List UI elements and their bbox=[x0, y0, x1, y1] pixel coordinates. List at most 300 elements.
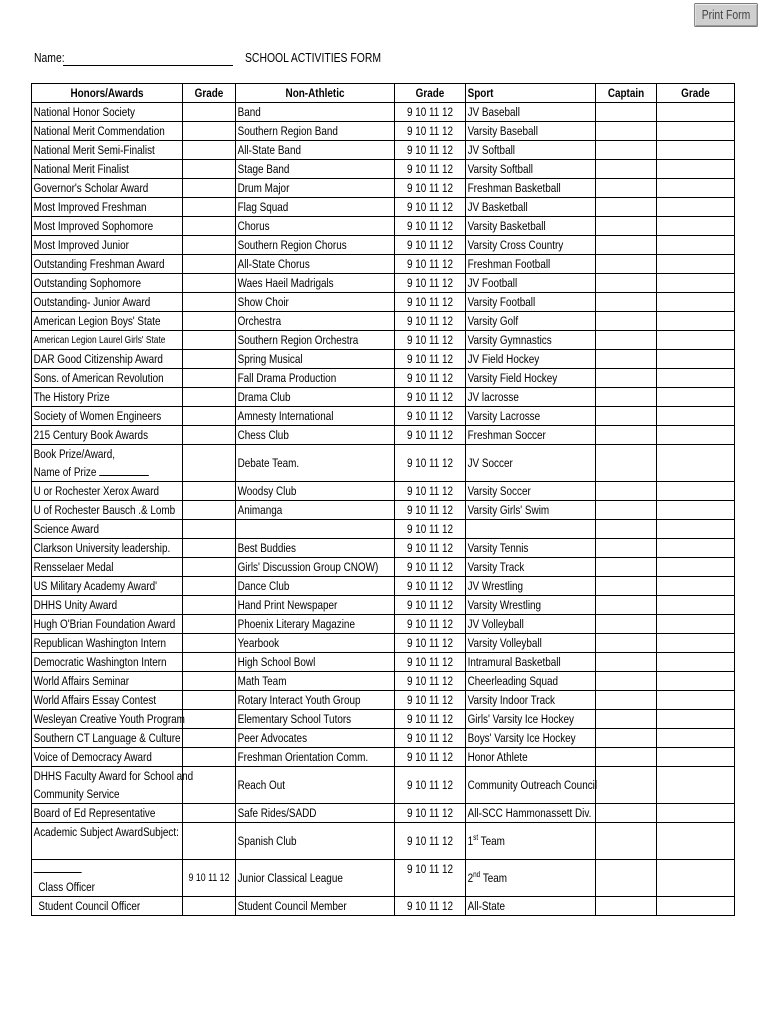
captain-cell[interactable] bbox=[596, 122, 657, 141]
table-row bbox=[32, 255, 735, 274]
grade-cell[interactable]: 9 10 11 12 bbox=[395, 897, 466, 916]
nonathletic-cell[interactable]: Junior Classical League bbox=[236, 860, 395, 897]
honor-cell[interactable]: Rensselaer Medal bbox=[32, 558, 183, 577]
captain-cell[interactable] bbox=[596, 445, 657, 482]
honor-cell[interactable]: Society of Women Engineers bbox=[32, 407, 183, 426]
sport-cell[interactable]: Varsity Basketball bbox=[466, 217, 596, 236]
grade-cell[interactable]: 9 10 11 12 bbox=[395, 558, 466, 577]
grade-cell[interactable] bbox=[657, 577, 735, 596]
grade-cell[interactable] bbox=[183, 255, 236, 274]
honor-cell[interactable]: The History Prize bbox=[32, 388, 183, 407]
honor-cell[interactable]: Most Improved Freshman bbox=[32, 198, 183, 217]
grade-cell[interactable]: 9 10 11 12 bbox=[395, 539, 466, 558]
grade-cell[interactable]: 9 10 11 12 bbox=[395, 520, 466, 539]
nonathletic-cell[interactable]: Animanga bbox=[236, 501, 395, 520]
grade-cell[interactable]: 9 10 11 12 bbox=[395, 350, 466, 369]
sport-cell[interactable]: JV lacrosse bbox=[466, 388, 596, 407]
nonathletic-cell[interactable]: Band bbox=[236, 103, 395, 122]
grade-cell[interactable] bbox=[657, 615, 735, 634]
grade-cell[interactable] bbox=[183, 539, 236, 558]
honor-cell[interactable]: National Honor Society bbox=[32, 103, 183, 122]
captain-cell[interactable] bbox=[596, 672, 657, 691]
grade-cell[interactable]: 9 10 11 12 bbox=[395, 160, 466, 179]
honor-cell[interactable]: Book Prize/Award, Name of Prize bbox=[32, 445, 183, 482]
grade-cell[interactable] bbox=[183, 596, 236, 615]
honor-cell[interactable]: National Merit Finalist bbox=[32, 160, 183, 179]
grade-cell[interactable]: 9 10 11 12 bbox=[395, 691, 466, 710]
nonathletic-cell[interactable]: Southern Region Orchestra bbox=[236, 331, 395, 350]
captain-cell[interactable] bbox=[596, 501, 657, 520]
nonathletic-cell[interactable]: Fall Drama Production bbox=[236, 369, 395, 388]
grade-cell[interactable] bbox=[183, 520, 236, 539]
grade-cell[interactable]: 9 10 11 12 bbox=[395, 615, 466, 634]
sport-cell[interactable]: All-SCC Hammonassett Div. bbox=[466, 804, 596, 823]
grade-cell[interactable]: 9 10 11 12 bbox=[395, 331, 466, 350]
grade-cell[interactable]: 9 10 11 12 bbox=[395, 672, 466, 691]
grade-cell[interactable] bbox=[183, 198, 236, 217]
grade-cell[interactable] bbox=[657, 293, 735, 312]
grade-cell[interactable] bbox=[657, 596, 735, 615]
captain-cell[interactable] bbox=[596, 860, 657, 897]
honor-cell[interactable]: Science Award bbox=[32, 520, 183, 539]
grade-cell[interactable] bbox=[183, 407, 236, 426]
sport-cell[interactable]: All-State bbox=[466, 897, 596, 916]
sport-cell[interactable]: 2nd Team bbox=[466, 860, 596, 897]
grade-cell[interactable]: 9 10 11 12 bbox=[395, 255, 466, 274]
grade-cell[interactable] bbox=[183, 804, 236, 823]
grade-cell[interactable] bbox=[657, 897, 735, 916]
sport-cell[interactable]: Honor Athlete bbox=[466, 748, 596, 767]
table-row bbox=[32, 217, 735, 236]
honor-cell[interactable]: American Legion Boys' State bbox=[32, 312, 183, 331]
honor-cell[interactable]: American Legion Laurel Girls' State bbox=[32, 331, 183, 350]
honor-cell[interactable]: DAR Good Citizenship Award bbox=[32, 350, 183, 369]
grade-cell[interactable]: 9 10 11 12 bbox=[395, 141, 466, 160]
grade-cell[interactable]: 9 10 11 12 bbox=[395, 122, 466, 141]
captain-cell[interactable] bbox=[596, 331, 657, 350]
grade-cell[interactable] bbox=[183, 482, 236, 501]
captain-cell[interactable] bbox=[596, 897, 657, 916]
sport-cell[interactable]: Intramural Basketball bbox=[466, 653, 596, 672]
grade-cell[interactable] bbox=[657, 520, 735, 539]
nonathletic-cell[interactable]: High School Bowl bbox=[236, 653, 395, 672]
sport-cell[interactable]: JV Soccer bbox=[466, 445, 596, 482]
grade-cell[interactable] bbox=[183, 426, 236, 445]
grade-cell[interactable] bbox=[657, 236, 735, 255]
sport-cell[interactable]: Varsity Track bbox=[466, 558, 596, 577]
grade-cell[interactable] bbox=[183, 369, 236, 388]
captain-cell[interactable] bbox=[596, 691, 657, 710]
sport-cell[interactable]: Varsity Cross Country bbox=[466, 236, 596, 255]
captain-cell[interactable] bbox=[596, 767, 657, 804]
table-row bbox=[32, 388, 735, 407]
table-row bbox=[32, 274, 735, 293]
captain-cell[interactable] bbox=[596, 823, 657, 860]
grade-cell[interactable]: 9 10 11 12 bbox=[395, 767, 466, 804]
sport-cell[interactable]: JV Field Hockey bbox=[466, 350, 596, 369]
grade-cell[interactable]: 9 10 11 12 bbox=[395, 407, 466, 426]
grade-cell[interactable] bbox=[657, 804, 735, 823]
sport-cell[interactable]: JV Basketball bbox=[466, 198, 596, 217]
grade-cell[interactable] bbox=[657, 767, 735, 804]
col-grade-3: Grade bbox=[657, 84, 735, 103]
grade-cell[interactable] bbox=[657, 634, 735, 653]
captain-cell[interactable] bbox=[596, 369, 657, 388]
grade-cell[interactable]: 9 10 11 12 bbox=[395, 634, 466, 653]
grade-cell[interactable] bbox=[657, 217, 735, 236]
nonathletic-cell[interactable]: Best Buddies bbox=[236, 539, 395, 558]
captain-cell[interactable] bbox=[596, 350, 657, 369]
captain-cell[interactable] bbox=[596, 634, 657, 653]
honor-cell[interactable]: Governor's Scholar Award bbox=[32, 179, 183, 198]
grade-cell[interactable]: 9 10 11 12 bbox=[395, 577, 466, 596]
grade-cell[interactable]: 9 10 11 12 bbox=[395, 236, 466, 255]
grade-cell[interactable] bbox=[657, 672, 735, 691]
captain-cell[interactable] bbox=[596, 596, 657, 615]
honor-cell[interactable]: Outstanding Sophomore bbox=[32, 274, 183, 293]
honor-cell[interactable]: Academic Subject AwardSubject: bbox=[32, 823, 183, 860]
table-row bbox=[32, 823, 735, 860]
honor-cell[interactable]: Voice of Democracy Award bbox=[32, 748, 183, 767]
nonathletic-cell[interactable]: Rotary Interact Youth Group bbox=[236, 691, 395, 710]
nonathletic-cell[interactable]: Flag Squad bbox=[236, 198, 395, 217]
grade-cell[interactable] bbox=[657, 388, 735, 407]
captain-cell[interactable] bbox=[596, 388, 657, 407]
captain-cell[interactable] bbox=[596, 407, 657, 426]
nonathletic-cell[interactable]: Waes Haeil Madrigals bbox=[236, 274, 395, 293]
nonathletic-cell[interactable]: Student Council Member bbox=[236, 897, 395, 916]
grade-cell[interactable] bbox=[183, 577, 236, 596]
grade-cell[interactable]: 9 10 11 12 bbox=[395, 823, 466, 860]
table-row bbox=[32, 520, 735, 539]
grade-cell[interactable] bbox=[183, 691, 236, 710]
grade-cell[interactable]: 9 10 11 12 bbox=[395, 103, 466, 122]
sport-cell[interactable]: Cheerleading Squad bbox=[466, 672, 596, 691]
nonathletic-cell[interactable]: Show Choir bbox=[236, 293, 395, 312]
grade-cell[interactable] bbox=[657, 729, 735, 748]
grade-cell[interactable]: 9 10 11 12 bbox=[395, 804, 466, 823]
nonathletic-cell[interactable]: Dance Club bbox=[236, 577, 395, 596]
grade-cell[interactable] bbox=[183, 331, 236, 350]
grade-cell[interactable] bbox=[183, 653, 236, 672]
grade-cell[interactable] bbox=[183, 160, 236, 179]
honor-cell[interactable]: U or Rochester Xerox Award bbox=[32, 482, 183, 501]
grade-cell[interactable] bbox=[183, 293, 236, 312]
nonathletic-cell[interactable]: Peer Advocates bbox=[236, 729, 395, 748]
grade-cell[interactable] bbox=[183, 558, 236, 577]
captain-cell[interactable] bbox=[596, 426, 657, 445]
sport-cell[interactable]: 1st Team bbox=[466, 823, 596, 860]
sport-cell[interactable]: Varsity Tennis bbox=[466, 539, 596, 558]
table-row bbox=[32, 558, 735, 577]
grade-cell[interactable] bbox=[657, 179, 735, 198]
grade-cell[interactable]: 9 10 11 12 bbox=[395, 482, 466, 501]
grade-cell[interactable]: 9 10 11 12 bbox=[395, 653, 466, 672]
grade-cell[interactable] bbox=[657, 501, 735, 520]
grade-cell[interactable] bbox=[657, 331, 735, 350]
captain-cell[interactable] bbox=[596, 103, 657, 122]
nonathletic-cell[interactable]: Amnesty International bbox=[236, 407, 395, 426]
col-captain: Captain bbox=[596, 84, 657, 103]
sport-cell[interactable]: Freshman Basketball bbox=[466, 179, 596, 198]
honor-cell[interactable]: Hugh O'Brian Foundation Award bbox=[32, 615, 183, 634]
grade-cell[interactable] bbox=[657, 103, 735, 122]
honor-cell[interactable]: 215 Century Book Awards bbox=[32, 426, 183, 445]
honor-cell[interactable]: Outstanding- Junior Award bbox=[32, 293, 183, 312]
nonathletic-cell[interactable]: Stage Band bbox=[236, 160, 395, 179]
grade-cell[interactable]: 9 10 11 12 bbox=[395, 596, 466, 615]
sport-cell[interactable]: Varsity Gymnastics bbox=[466, 331, 596, 350]
captain-cell[interactable] bbox=[596, 577, 657, 596]
captain-cell[interactable] bbox=[596, 710, 657, 729]
nonathletic-cell[interactable]: Woodsy Club bbox=[236, 482, 395, 501]
sport-cell[interactable]: Boys' Varsity Ice Hockey bbox=[466, 729, 596, 748]
sport-cell[interactable]: Varsity Golf bbox=[466, 312, 596, 331]
grade-cell[interactable] bbox=[183, 710, 236, 729]
captain-cell[interactable] bbox=[596, 729, 657, 748]
nonathletic-cell[interactable]: Chess Club bbox=[236, 426, 395, 445]
sport-cell[interactable]: Varsity Volleyball bbox=[466, 634, 596, 653]
grade-cell[interactable] bbox=[657, 122, 735, 141]
captain-cell[interactable] bbox=[596, 141, 657, 160]
grade-cell[interactable]: 9 10 11 12 bbox=[395, 274, 466, 293]
grade-cell[interactable] bbox=[183, 122, 236, 141]
header-row bbox=[32, 84, 735, 103]
nonathletic-cell[interactable]: All-State Band bbox=[236, 141, 395, 160]
honor-cell[interactable]: National Merit Commendation bbox=[32, 122, 183, 141]
sport-cell[interactable]: Varsity Girls' Swim bbox=[466, 501, 596, 520]
grade-cell[interactable]: 9 10 11 12 bbox=[395, 312, 466, 331]
grade-cell[interactable] bbox=[657, 710, 735, 729]
grade-cell[interactable] bbox=[183, 823, 236, 860]
grade-cell[interactable]: 9 10 11 12 bbox=[395, 710, 466, 729]
honor-cell[interactable]: Student Council Officer bbox=[32, 897, 183, 916]
honor-cell[interactable]: Most Improved Junior bbox=[32, 236, 183, 255]
grade-cell[interactable] bbox=[183, 274, 236, 293]
grade-cell[interactable] bbox=[183, 217, 236, 236]
table-row bbox=[32, 767, 735, 804]
sport-cell[interactable]: Varsity Wrestling bbox=[466, 596, 596, 615]
grade-cell[interactable] bbox=[183, 672, 236, 691]
nonathletic-cell[interactable]: Yearbook bbox=[236, 634, 395, 653]
nonathletic-cell[interactable]: Southern Region Chorus bbox=[236, 236, 395, 255]
honor-cell[interactable]: DHHS Faculty Award for School and Community Service bbox=[32, 767, 183, 804]
captain-cell[interactable] bbox=[596, 293, 657, 312]
honor-cell[interactable]: US Military Academy Award' bbox=[32, 577, 183, 596]
captain-cell[interactable] bbox=[596, 558, 657, 577]
grade-cell[interactable] bbox=[657, 160, 735, 179]
grade-cell[interactable]: 9 10 11 12 bbox=[395, 179, 466, 198]
captain-cell[interactable] bbox=[596, 653, 657, 672]
nonathletic-cell[interactable]: Reach Out bbox=[236, 767, 395, 804]
nonathletic-cell[interactable]: Hand Print Newspaper bbox=[236, 596, 395, 615]
grade-cell[interactable] bbox=[657, 691, 735, 710]
grade-cell[interactable] bbox=[657, 748, 735, 767]
grade-cell[interactable]: 9 10 11 12 bbox=[395, 388, 466, 407]
table-row bbox=[32, 897, 735, 916]
print-form-button[interactable]: Print Form bbox=[694, 3, 758, 27]
grade-cell[interactable] bbox=[657, 274, 735, 293]
sport-cell[interactable]: Varsity Field Hockey bbox=[466, 369, 596, 388]
captain-cell[interactable] bbox=[596, 236, 657, 255]
table-row bbox=[32, 691, 735, 710]
captain-cell[interactable] bbox=[596, 179, 657, 198]
table-row bbox=[32, 710, 735, 729]
sport-cell[interactable]: JV Baseball bbox=[466, 103, 596, 122]
table-row bbox=[32, 539, 735, 558]
honor-cell[interactable]: Class Officer bbox=[32, 860, 183, 897]
table-row bbox=[32, 407, 735, 426]
nonathletic-cell[interactable]: Elementary School Tutors bbox=[236, 710, 395, 729]
sport-cell[interactable]: JV Volleyball bbox=[466, 615, 596, 634]
captain-cell[interactable] bbox=[596, 748, 657, 767]
col-grade-2: Grade bbox=[395, 84, 466, 103]
grade-cell[interactable] bbox=[657, 255, 735, 274]
table-row bbox=[32, 596, 735, 615]
nonathletic-cell[interactable]: Safe Rides/SADD bbox=[236, 804, 395, 823]
honor-cell[interactable]: Clarkson University leadership. bbox=[32, 539, 183, 558]
sport-cell[interactable]: Girls' Varsity Ice Hockey bbox=[466, 710, 596, 729]
honor-cell[interactable]: Republican Washington Intern bbox=[32, 634, 183, 653]
sport-cell[interactable]: Varsity Baseball bbox=[466, 122, 596, 141]
grade-cell[interactable] bbox=[183, 312, 236, 331]
table-row bbox=[32, 293, 735, 312]
grade-cell[interactable] bbox=[657, 407, 735, 426]
grade-cell[interactable] bbox=[183, 179, 236, 198]
nonathletic-cell[interactable]: Drama Club bbox=[236, 388, 395, 407]
sport-cell[interactable]: JV Football bbox=[466, 274, 596, 293]
honor-cell[interactable]: Board of Ed Representative bbox=[32, 804, 183, 823]
grade-cell[interactable]: 9 10 11 12 bbox=[395, 445, 466, 482]
sport-cell[interactable]: Community Outreach Council bbox=[466, 767, 596, 804]
nonathletic-cell[interactable]: Freshman Orientation Comm. bbox=[236, 748, 395, 767]
grade-cell[interactable] bbox=[657, 860, 735, 897]
honor-cell[interactable]: Sons. of American Revolution bbox=[32, 369, 183, 388]
grade-cell[interactable] bbox=[657, 350, 735, 369]
grade-cell[interactable]: 9 10 11 12 bbox=[395, 198, 466, 217]
honor-cell[interactable]: DHHS Unity Award bbox=[32, 596, 183, 615]
grade-cell[interactable]: 9 10 11 12 bbox=[395, 369, 466, 388]
nonathletic-cell[interactable] bbox=[236, 520, 395, 539]
honor-cell[interactable]: Democratic Washington Intern bbox=[32, 653, 183, 672]
grade-cell[interactable] bbox=[183, 236, 236, 255]
sport-cell[interactable]: JV Wrestling bbox=[466, 577, 596, 596]
grade-cell[interactable] bbox=[183, 729, 236, 748]
sport-cell[interactable]: Varsity Softball bbox=[466, 160, 596, 179]
grade-cell[interactable] bbox=[183, 897, 236, 916]
honor-cell[interactable]: U of Rochester Bausch .& Lomb bbox=[32, 501, 183, 520]
grade-cell[interactable] bbox=[183, 501, 236, 520]
captain-cell[interactable] bbox=[596, 255, 657, 274]
grade-cell[interactable] bbox=[183, 748, 236, 767]
sport-cell[interactable]: Freshman Soccer bbox=[466, 426, 596, 445]
nonathletic-cell[interactable]: Chorus bbox=[236, 217, 395, 236]
grade-cell[interactable] bbox=[657, 653, 735, 672]
captain-cell[interactable] bbox=[596, 274, 657, 293]
captain-cell[interactable] bbox=[596, 804, 657, 823]
grade-cell[interactable] bbox=[657, 426, 735, 445]
honor-cell[interactable]: World Affairs Seminar bbox=[32, 672, 183, 691]
captain-cell[interactable] bbox=[596, 217, 657, 236]
honor-cell[interactable]: National Merit Semi-Finalist bbox=[32, 141, 183, 160]
honor-cell[interactable]: Southern CT Language & Culture bbox=[32, 729, 183, 748]
grade-cell[interactable] bbox=[183, 103, 236, 122]
grade-cell[interactable] bbox=[183, 445, 236, 482]
col-sport: Sport bbox=[466, 84, 596, 103]
grade-cell[interactable]: 9 10 11 12 bbox=[395, 729, 466, 748]
table-row bbox=[32, 634, 735, 653]
grade-cell[interactable] bbox=[657, 539, 735, 558]
sport-cell[interactable]: JV Softball bbox=[466, 141, 596, 160]
honor-cell[interactable]: Most Improved Sophomore bbox=[32, 217, 183, 236]
captain-cell[interactable] bbox=[596, 520, 657, 539]
table-row bbox=[32, 748, 735, 767]
grade-cell[interactable] bbox=[183, 141, 236, 160]
grade-cell[interactable] bbox=[657, 369, 735, 388]
grade-cell[interactable] bbox=[183, 350, 236, 369]
nonathletic-cell[interactable]: Spring Musical bbox=[236, 350, 395, 369]
grade-cell[interactable]: 9 10 11 12 bbox=[395, 860, 466, 897]
nonathletic-cell[interactable]: Phoenix Literary Magazine bbox=[236, 615, 395, 634]
name-field[interactable] bbox=[63, 65, 233, 66]
nonathletic-cell[interactable]: Spanish Club bbox=[236, 823, 395, 860]
table-row bbox=[32, 653, 735, 672]
grade-cell[interactable]: 9 10 11 12 bbox=[395, 293, 466, 312]
sport-cell[interactable] bbox=[466, 520, 596, 539]
grade-cell[interactable]: 9 10 11 12 bbox=[395, 426, 466, 445]
grade-cell[interactable]: 9 10 11 12 bbox=[183, 860, 236, 897]
table-row bbox=[32, 369, 735, 388]
nonathletic-cell[interactable]: All-State Chorus bbox=[236, 255, 395, 274]
nonathletic-cell[interactable]: Math Team bbox=[236, 672, 395, 691]
grade-cell[interactable] bbox=[183, 634, 236, 653]
sport-cell[interactable]: Varsity Indoor Track bbox=[466, 691, 596, 710]
grade-cell[interactable] bbox=[183, 388, 236, 407]
sport-cell[interactable]: Varsity Lacrosse bbox=[466, 407, 596, 426]
captain-cell[interactable] bbox=[596, 198, 657, 217]
captain-cell[interactable] bbox=[596, 312, 657, 331]
grade-cell[interactable] bbox=[183, 615, 236, 634]
nonathletic-cell[interactable]: Southern Region Band bbox=[236, 122, 395, 141]
grade-cell[interactable] bbox=[657, 823, 735, 860]
sport-cell[interactable]: Varsity Football bbox=[466, 293, 596, 312]
nonathletic-cell[interactable]: Girls' Discussion Group CNOW) bbox=[236, 558, 395, 577]
grade-cell[interactable] bbox=[657, 141, 735, 160]
captain-cell[interactable] bbox=[596, 539, 657, 558]
grade-cell[interactable] bbox=[657, 558, 735, 577]
captain-cell[interactable] bbox=[596, 160, 657, 179]
sport-cell[interactable]: Varsity Soccer bbox=[466, 482, 596, 501]
nonathletic-cell[interactable]: Orchestra bbox=[236, 312, 395, 331]
honor-cell[interactable]: Wesleyan Creative Youth Program bbox=[32, 710, 183, 729]
captain-cell[interactable] bbox=[596, 482, 657, 501]
sport-cell[interactable]: Freshman Football bbox=[466, 255, 596, 274]
grade-cell[interactable] bbox=[657, 312, 735, 331]
col-grade-1: Grade bbox=[183, 84, 236, 103]
nonathletic-cell[interactable]: Drum Major bbox=[236, 179, 395, 198]
captain-cell[interactable] bbox=[596, 615, 657, 634]
grade-cell[interactable] bbox=[657, 482, 735, 501]
grade-cell[interactable] bbox=[657, 445, 735, 482]
grade-cell[interactable]: 9 10 11 12 bbox=[395, 217, 466, 236]
grade-cell[interactable] bbox=[657, 198, 735, 217]
grade-cell[interactable]: 9 10 11 12 bbox=[395, 748, 466, 767]
table-row bbox=[32, 860, 735, 897]
honor-cell[interactable]: World Affairs Essay Contest bbox=[32, 691, 183, 710]
grade-cell[interactable]: 9 10 11 12 bbox=[395, 501, 466, 520]
nonathletic-cell[interactable]: Debate Team. bbox=[236, 445, 395, 482]
honor-cell[interactable]: Outstanding Freshman Award bbox=[32, 255, 183, 274]
